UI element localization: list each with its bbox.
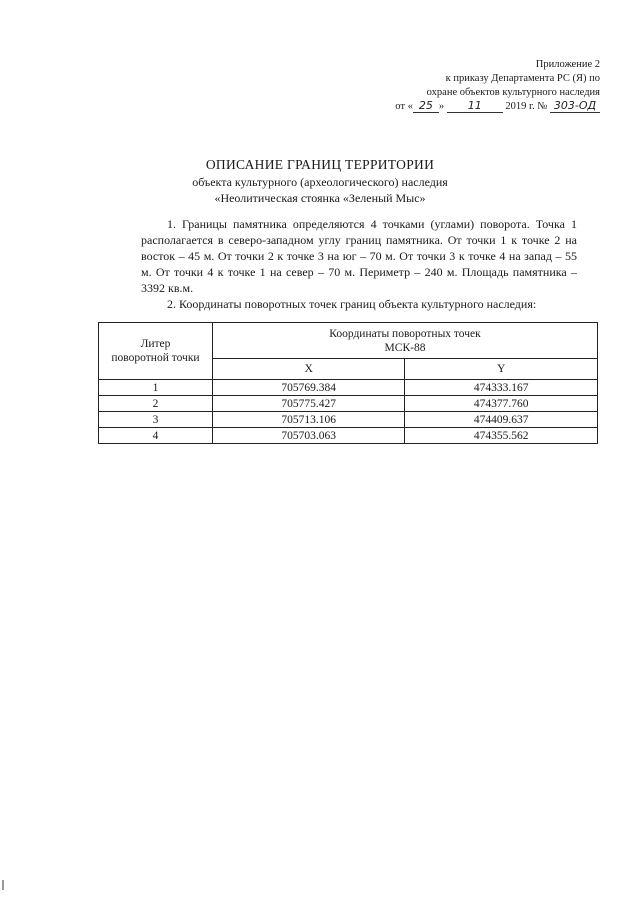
- appendix-header: [340, 58, 600, 114]
- cell-x: 705775.427: [213, 396, 405, 412]
- date-day: 25: [413, 100, 439, 113]
- cell-y: 474333.167: [405, 380, 598, 396]
- page-title: ОПИСАНИЕ ГРАНИЦ ТЕРРИТОРИИ: [205, 157, 435, 172]
- table-row: [99, 380, 598, 396]
- coordinates-table: [98, 322, 598, 444]
- header-coords-line2: МСК-88: [384, 341, 426, 354]
- cell-y: 474409.637: [405, 412, 598, 428]
- date-mid: »: [438, 101, 445, 112]
- cell-point: 4: [99, 428, 213, 444]
- cell-y: 474377.760: [405, 396, 598, 412]
- header-liter-line1: Литер: [140, 338, 171, 350]
- appendix-date-line: [340, 100, 600, 114]
- header-y: Y: [405, 359, 598, 380]
- object-name: «Неолитическая стоянка «Зеленый Мыс»: [214, 191, 426, 205]
- header-coords-line1: Координаты поворотных точек: [329, 327, 481, 340]
- appendix-order-ref: к приказу Департамента РС (Я) по: [445, 73, 600, 84]
- date-prefix: от «: [395, 101, 413, 112]
- cell-x: 705713.106: [213, 412, 405, 428]
- appendix-department: охране объектов культурного наследия: [426, 87, 600, 98]
- header-x: X: [213, 359, 405, 380]
- scan-edge-mark: [2, 880, 4, 890]
- header-liter-line2: поворотной точки: [111, 352, 200, 364]
- cell-point: 2: [99, 396, 213, 412]
- header-coordinates: [213, 323, 598, 359]
- table-row: [99, 412, 598, 428]
- paragraph-boundaries: 1. Границы памятника определяются 4 точками (углами) поворота. Точка 1 располагается в северо-западном углу границ памятника. От точки 1 к точке 2 на восток – 45 м. От точки 2 к точке 3 на юг – 70 м. От точки 3 к точке 4 на запад – 55 м. От точки 4 к точке 1 на север – 70 м. Периметр – 240 м. Площадь памятника – 3392 кв.м.: [141, 217, 577, 295]
- order-number: 303-ОД: [550, 100, 600, 113]
- cell-point: 3: [99, 412, 213, 428]
- title-block: [0, 156, 640, 206]
- object-type: объекта культурного (археологического) наследия: [192, 175, 448, 189]
- body-text: [141, 216, 577, 312]
- header-liter: [99, 323, 213, 380]
- paragraph-coordinates-intro: 2. Координаты поворотных точек границ объекта культурного наследия:: [167, 297, 537, 311]
- appendix-title: Приложение 2: [535, 59, 600, 70]
- date-month: 11: [447, 100, 503, 113]
- cell-point: 1: [99, 380, 213, 396]
- cell-x: 705769.384: [213, 380, 405, 396]
- table-header-row: [99, 323, 598, 359]
- table-row: [99, 396, 598, 412]
- table-row: [99, 428, 598, 444]
- cell-x: 705703.063: [213, 428, 405, 444]
- cell-y: 474355.562: [405, 428, 598, 444]
- date-year: 2019 г. №: [505, 101, 548, 112]
